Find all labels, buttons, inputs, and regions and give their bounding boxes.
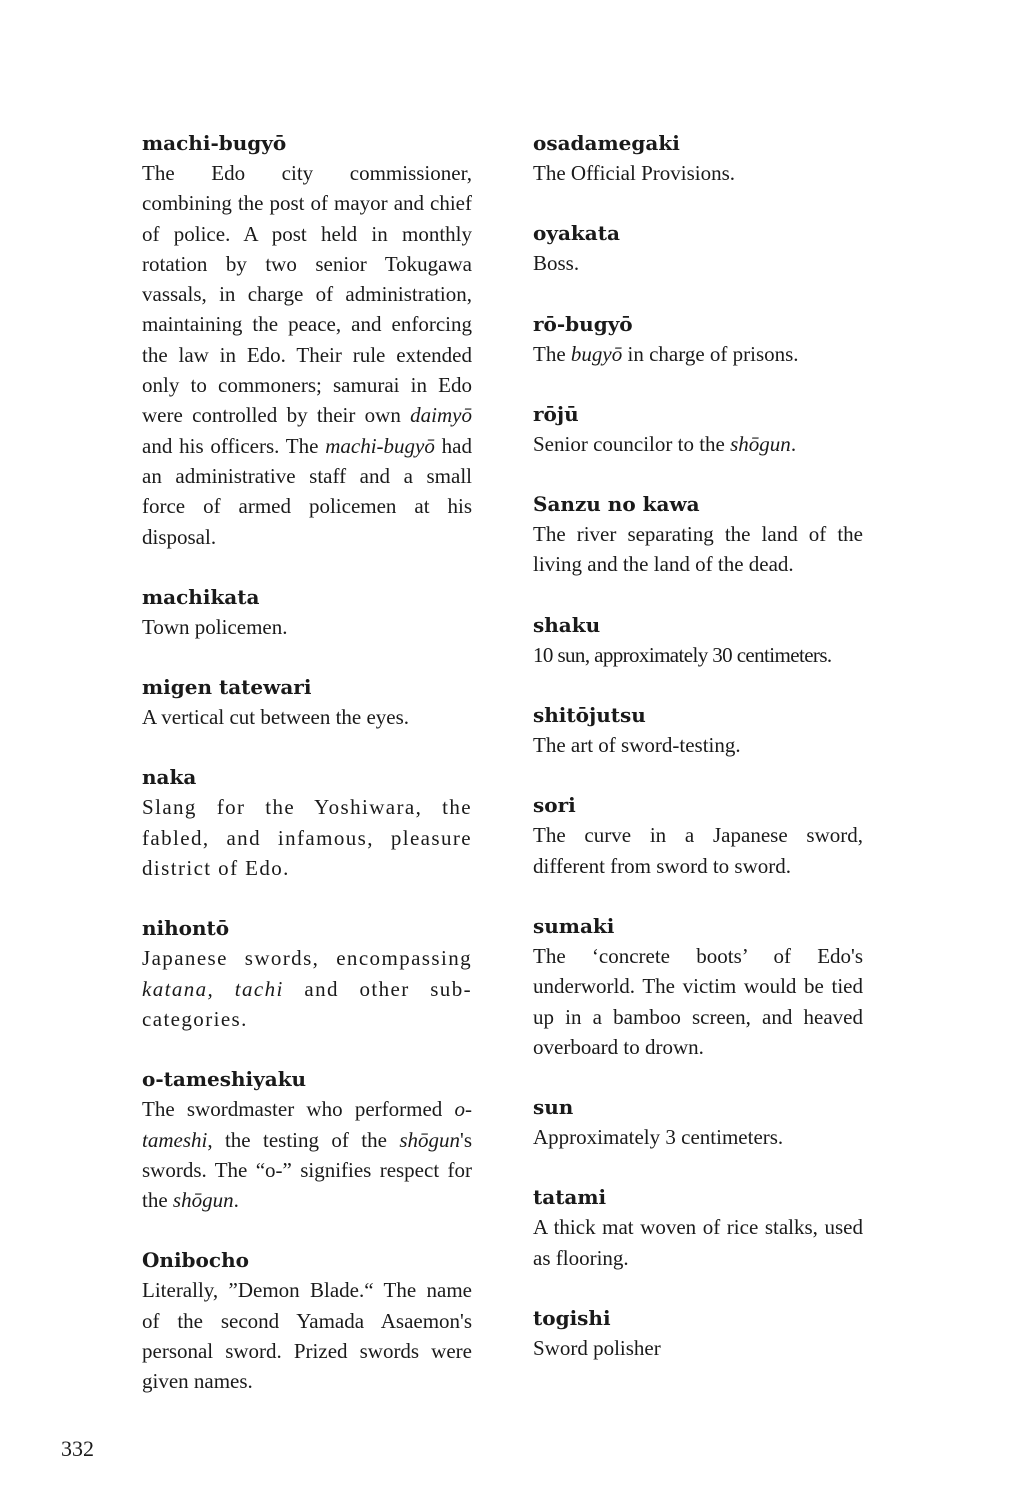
- glossary-entry: [533, 218, 863, 278]
- definition-text: 's swords. The “o-” signifies respect for the: [142, 1127, 472, 1213]
- glossary-term: machikata: [142, 584, 260, 609]
- definition-text: A vertical cut between the eyes.: [142, 705, 410, 730]
- glossary-term: rō-bugyō: [533, 311, 633, 336]
- glossary-term: shitōjutsu: [533, 703, 646, 728]
- definition-text: Slang for the Yoshiwara, the fabled, and infamous, pleasure district of Edo.: [142, 795, 472, 881]
- definition-text: Senior councilor to the: [533, 431, 731, 456]
- glossary-term: togishi: [533, 1306, 611, 1331]
- glossary-entry: [533, 399, 863, 459]
- glossary-entry: [533, 489, 863, 580]
- definition-text: The: [533, 341, 571, 366]
- glossary-definition: [142, 1275, 472, 1396]
- definition-text: and his officers. The: [142, 433, 326, 458]
- glossary-entry: [142, 128, 472, 552]
- glossary-definition: [533, 640, 863, 670]
- glossary-entry: [142, 762, 472, 883]
- definition-text: The Edo city commissioner, combining the post of mayor and chief of police. A post held in monthly rotation by two senior Tokugawa vassals, in charge of administration, maintaining the peace, and enforcing the law in Edo. Their rule extended only to commoners; samurai in Edo were controlled by their own: [142, 161, 472, 428]
- glossary-entry: [142, 913, 472, 1034]
- glossary-entry: [533, 790, 863, 881]
- glossary-definition: [533, 730, 863, 760]
- definition-text: Japanese swords, encompassing: [142, 946, 472, 971]
- glossary-definition: [142, 612, 472, 642]
- definition-text: .: [790, 431, 797, 456]
- definition-text: in charge of prisons.: [622, 341, 799, 366]
- glossary-term: osadamegaki: [533, 131, 680, 155]
- definition-text: .: [233, 1188, 239, 1213]
- glossary-entry: [533, 1182, 863, 1273]
- definition-text: The ‘concrete boots’ of Edo's underworld. The victim would be tied up in a bamboo screen, and heaved overboard to drown.: [533, 943, 863, 1059]
- glossary-term: migen tatewari: [142, 675, 312, 700]
- glossary-definition: [142, 943, 472, 1034]
- definition-italic-text: daimyō: [410, 403, 472, 428]
- glossary-entry: [142, 1245, 472, 1396]
- definition-italic-text: o-tameshi: [142, 1097, 472, 1152]
- glossary-definition: [533, 820, 863, 881]
- definition-text: Literally, ”Demon Blade.“ The name of the second Yamada Asaemon's personal sword. Prized swords were given names.: [142, 1278, 472, 1394]
- glossary-entry: [533, 700, 863, 760]
- glossary-term: o-tameshiyaku: [142, 1067, 307, 1092]
- glossary-term: shaku: [533, 612, 601, 637]
- glossary-definition: [533, 1122, 863, 1152]
- definition-text: Approximately 3 centimeters.: [533, 1125, 784, 1150]
- glossary-entry: [533, 1092, 863, 1152]
- glossary-definition: [533, 941, 863, 1062]
- definition-text: The curve in a Japanese sword, different from sword to sword.: [533, 823, 863, 878]
- glossary-term: tatami: [533, 1185, 607, 1210]
- definition-italic-text: katana, tachi: [142, 976, 284, 1001]
- glossary-definition: [533, 1333, 863, 1363]
- page-number: 332: [61, 1436, 94, 1461]
- definition-italic-text: bugyō: [570, 341, 623, 366]
- definition-text: Sword polisher: [533, 1336, 661, 1361]
- definition-text: A thick mat woven of rice stalks, used as flooring.: [533, 1215, 863, 1270]
- glossary-definition: [142, 792, 472, 883]
- definition-text: The swordmaster who performed: [142, 1097, 455, 1122]
- glossary-term: sori: [533, 793, 576, 818]
- glossary-term: Sanzu no kawa: [533, 492, 700, 517]
- glossary-term: sun: [533, 1095, 574, 1120]
- definition-italic-text: machi-bugyō: [325, 433, 435, 458]
- glossary-term: machi-bugyō: [142, 131, 287, 155]
- glossary-entry: [142, 582, 472, 642]
- definition-italic-text: shōgun: [172, 1188, 234, 1213]
- definition-text: and other sub-categories.: [142, 976, 472, 1031]
- glossary-term: oyakata: [533, 221, 620, 246]
- definition-text: 10 sun, approximately 30 centimeters.: [533, 642, 832, 667]
- glossary-term: Onibocho: [142, 1248, 249, 1273]
- glossary-definition: [142, 702, 472, 732]
- glossary-entry: [533, 309, 863, 369]
- glossary-definition: [142, 1094, 472, 1215]
- glossary-definition: [533, 1212, 863, 1273]
- definition-italic-text: shōgun: [730, 431, 791, 456]
- definition-text: The river separating the land of the living and the land of the dead.: [533, 522, 863, 577]
- glossary-definition: [533, 339, 863, 369]
- glossary-entry: [533, 610, 863, 670]
- glossary-term: nihontō: [142, 916, 230, 941]
- definition-text: had an administrative staff and a small force of armed policemen at his disposal.: [142, 433, 472, 549]
- glossary-definition: [533, 519, 863, 580]
- glossary-right-column: [533, 128, 863, 1393]
- definition-text: Boss.: [533, 251, 580, 276]
- glossary-entry: [533, 128, 863, 188]
- glossary-term: sumaki: [533, 913, 615, 938]
- glossary-definition: [142, 158, 472, 552]
- glossary-left-column: [142, 128, 472, 1427]
- definition-text: The Official Provisions.: [533, 161, 736, 185]
- glossary-definition: [533, 248, 863, 278]
- glossary-definition: [533, 429, 863, 459]
- glossary-term: rōjū: [533, 401, 579, 426]
- glossary-entry: [533, 1303, 863, 1363]
- definition-text: , the testing of the: [207, 1127, 400, 1152]
- glossary-entry: [533, 911, 863, 1062]
- glossary-entry: [142, 1064, 472, 1215]
- definition-italic-text: shōgun: [399, 1127, 461, 1152]
- definition-text: The art of sword-testing.: [533, 733, 741, 758]
- definition-text: Town policemen.: [142, 614, 288, 639]
- glossary-entry: [142, 672, 472, 732]
- glossary-term: naka: [142, 765, 197, 790]
- glossary-definition: [533, 158, 863, 188]
